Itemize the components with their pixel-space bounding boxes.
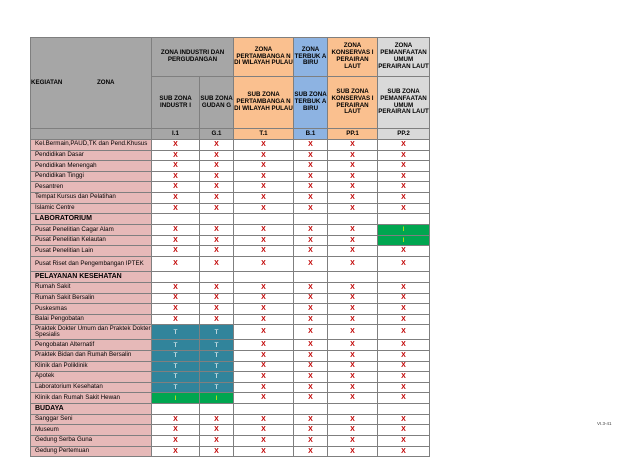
permission-cell: X xyxy=(328,293,378,304)
permission-cell: T xyxy=(200,350,234,361)
activity-label: Praktek Bidan dan Rumah Bersalin xyxy=(31,350,152,361)
permission-cell: X xyxy=(234,350,294,361)
section-empty-cell xyxy=(200,403,234,414)
permission-cell: X xyxy=(152,235,200,246)
permission-cell: X xyxy=(294,425,328,436)
permission-cell: X xyxy=(234,203,294,214)
zone-code-pp2: PP.2 xyxy=(378,129,430,140)
subzone-konservasi: SUB ZONA KONSERVAS I PERAIRAN LAUT xyxy=(328,77,378,129)
permission-cell: X xyxy=(234,425,294,436)
permission-cell: X xyxy=(378,325,430,340)
permission-cell: X xyxy=(152,304,200,315)
activity-label: Pusat Penelitian Kelautan xyxy=(31,235,152,246)
permission-cell: X xyxy=(200,171,234,182)
permission-cell: X xyxy=(378,340,430,351)
permission-cell: X xyxy=(328,425,378,436)
permission-cell: X xyxy=(328,225,378,236)
table-row xyxy=(31,192,441,203)
permission-cell: X xyxy=(294,171,328,182)
section-empty-cell xyxy=(234,271,294,282)
header-zona: ZONA xyxy=(97,78,115,86)
subzone-pertambangan: SUB ZONA PERTAMBANGA N DI WILAYAH PULAU xyxy=(234,77,294,129)
permission-cell: X xyxy=(200,161,234,172)
page-number: VI.3-41 xyxy=(597,421,612,426)
permission-cell: X xyxy=(328,171,378,182)
header-kegiatan: KEGIATAN xyxy=(31,78,63,86)
permission-cell: X xyxy=(294,282,328,293)
permission-cell: X xyxy=(234,372,294,383)
zone-name-industri: ZONA INDUSTRI DAN PERGUDANGAN xyxy=(152,38,234,77)
permission-cell: X xyxy=(294,325,328,340)
activity-label: Pusat Riset dan Pengembangan IPTEK xyxy=(31,256,152,271)
permission-cell: X xyxy=(328,304,378,315)
section-empty-cell xyxy=(328,403,378,414)
table-row xyxy=(31,350,441,361)
permission-cell: T xyxy=(152,382,200,393)
section-empty-cell xyxy=(328,271,378,282)
permission-cell: X xyxy=(152,282,200,293)
permission-cell: X xyxy=(152,425,200,436)
permission-cell: X xyxy=(294,192,328,203)
table-row xyxy=(31,282,441,293)
permission-cell: X xyxy=(378,361,430,372)
section-empty-cell xyxy=(152,214,200,225)
subzone-terbuka-biru: SUB ZONA TERBUK A BIRU xyxy=(294,77,328,129)
permission-cell: X xyxy=(328,192,378,203)
permission-cell: X xyxy=(234,282,294,293)
permission-cell: X xyxy=(378,192,430,203)
permission-cell: X xyxy=(328,235,378,246)
permission-cell: X xyxy=(200,192,234,203)
zoning-table xyxy=(30,37,441,457)
table-row xyxy=(31,235,441,246)
activity-label: Pendidikan Dasar xyxy=(31,150,152,161)
permission-cell: T xyxy=(152,340,200,351)
section-empty-cell xyxy=(294,214,328,225)
permission-cell: X xyxy=(378,436,430,447)
table-row xyxy=(31,140,441,151)
zone-code-t1: T.1 xyxy=(234,129,294,140)
table-row xyxy=(31,314,441,325)
permission-cell: X xyxy=(328,256,378,271)
permission-cell: T xyxy=(200,382,234,393)
permission-cell: X xyxy=(200,446,234,457)
permission-cell: X xyxy=(200,182,234,193)
activity-label: Rumah Sakit Bersalin xyxy=(31,293,152,304)
table-row xyxy=(31,446,441,457)
section-title: LABORATORIUM xyxy=(31,214,152,225)
table-row xyxy=(31,372,441,383)
permission-cell: X xyxy=(152,171,200,182)
permission-cell: X xyxy=(152,446,200,457)
activity-label: Balai Pengobatan xyxy=(31,314,152,325)
table-row xyxy=(31,325,441,340)
permission-cell: X xyxy=(294,340,328,351)
permission-cell: X xyxy=(328,161,378,172)
section-empty-cell xyxy=(234,214,294,225)
permission-cell: X xyxy=(200,414,234,425)
zone-name-konservasi: ZONA KONSERVAS I PERAIRAN LAUT xyxy=(328,38,378,77)
zone-code-b1: B.1 xyxy=(294,129,328,140)
permission-cell: X xyxy=(234,235,294,246)
permission-cell: X xyxy=(200,203,234,214)
permission-cell: X xyxy=(200,140,234,151)
table-row xyxy=(31,361,441,372)
permission-cell: X xyxy=(234,340,294,351)
permission-cell: X xyxy=(378,350,430,361)
table-row xyxy=(31,340,441,351)
table-row xyxy=(31,425,441,436)
permission-cell: X xyxy=(152,150,200,161)
activity-label: Pendidikan Menengah xyxy=(31,161,152,172)
permission-cell: X xyxy=(152,140,200,151)
table-row xyxy=(31,382,441,393)
activity-label: Islamic Centre xyxy=(31,203,152,214)
permission-cell: X xyxy=(378,382,430,393)
permission-cell: X xyxy=(328,314,378,325)
permission-cell: X xyxy=(294,150,328,161)
permission-cell: X xyxy=(152,314,200,325)
section-empty-cell xyxy=(378,403,430,414)
table-row xyxy=(31,171,441,182)
permission-cell: X xyxy=(200,150,234,161)
subzone-pemanfaatan: SUB ZONA PEMANFAATAN UMUM PERAIRAN LAUT xyxy=(378,77,430,129)
permission-cell: X xyxy=(328,325,378,340)
permission-cell: X xyxy=(328,203,378,214)
permission-cell: X xyxy=(378,314,430,325)
permission-cell: X xyxy=(294,436,328,447)
permission-cell: X xyxy=(200,256,234,271)
permission-cell: X xyxy=(152,161,200,172)
permission-cell: X xyxy=(378,203,430,214)
permission-cell: X xyxy=(200,436,234,447)
section-empty-cell xyxy=(378,214,430,225)
table-row xyxy=(31,256,441,271)
permission-cell: T xyxy=(200,340,234,351)
activity-label: Praktek Dokter Umum dan Praktek Dokter Spesialis xyxy=(31,325,152,340)
permission-cell: X xyxy=(328,182,378,193)
activity-label: Apotek xyxy=(31,372,152,383)
section-empty-cell xyxy=(294,271,328,282)
permission-cell: X xyxy=(152,414,200,425)
code-row-blank xyxy=(31,129,152,140)
permission-cell: X xyxy=(328,372,378,383)
permission-cell: X xyxy=(378,140,430,151)
permission-cell: X xyxy=(152,203,200,214)
permission-cell: T xyxy=(200,372,234,383)
permission-cell: X xyxy=(234,304,294,315)
permission-cell: X xyxy=(152,182,200,193)
subzone-gudang: SUB ZONA GUDAN G xyxy=(200,77,234,129)
permission-cell: X xyxy=(234,225,294,236)
permission-cell: X xyxy=(328,282,378,293)
permission-cell: X xyxy=(152,436,200,447)
permission-cell: X xyxy=(378,446,430,457)
permission-cell: X xyxy=(200,282,234,293)
permission-cell: X xyxy=(328,361,378,372)
permission-cell: X xyxy=(294,446,328,457)
permission-cell: X xyxy=(234,382,294,393)
section-empty-cell xyxy=(152,403,200,414)
permission-cell: I xyxy=(378,235,430,246)
permission-cell: X xyxy=(378,150,430,161)
permission-cell: X xyxy=(378,372,430,383)
table-row xyxy=(31,293,441,304)
permission-cell: X xyxy=(200,425,234,436)
permission-cell: X xyxy=(328,340,378,351)
permission-cell: X xyxy=(200,235,234,246)
zone-name-terbuka-biru: ZONA TERBUK A BIRU xyxy=(294,38,328,77)
permission-cell: X xyxy=(328,140,378,151)
activity-label: Klinik dan Poliklinik xyxy=(31,361,152,372)
permission-cell: I xyxy=(152,393,200,404)
permission-cell: X xyxy=(328,414,378,425)
activity-label: Pesantren xyxy=(31,182,152,193)
permission-cell: X xyxy=(294,304,328,315)
permission-cell: X xyxy=(234,140,294,151)
permission-cell: X xyxy=(328,446,378,457)
permission-cell: X xyxy=(294,350,328,361)
permission-cell: X xyxy=(234,361,294,372)
activity-label: Sanggar Seni xyxy=(31,414,152,425)
zone-name-pertambangan: ZONA PERTAMBANGA N DI WILAYAH PULAU xyxy=(234,38,294,77)
activity-label: Pusat Penelitian Lain xyxy=(31,246,152,257)
table-row xyxy=(31,182,441,193)
permission-cell: X xyxy=(294,393,328,404)
permission-cell: X xyxy=(328,436,378,447)
permission-cell: X xyxy=(378,304,430,315)
permission-cell: X xyxy=(328,382,378,393)
permission-cell: X xyxy=(378,182,430,193)
activity-label: Pengobatan Alternatif xyxy=(31,340,152,351)
permission-cell: X xyxy=(294,203,328,214)
permission-cell: X xyxy=(294,314,328,325)
permission-cell: X xyxy=(294,182,328,193)
permission-cell: I xyxy=(378,225,430,236)
permission-cell: X xyxy=(294,140,328,151)
permission-cell: X xyxy=(328,393,378,404)
zone-name-pemanfaatan: ZONA PEMANFAATAN UMUM PERAIRAN LAUT xyxy=(378,38,430,77)
permission-cell: X xyxy=(234,171,294,182)
permission-cell: X xyxy=(234,414,294,425)
activity-label: Tempat Kursus dan Pelatihan xyxy=(31,192,152,203)
permission-cell: X xyxy=(378,161,430,172)
permission-cell: X xyxy=(294,225,328,236)
table-row xyxy=(31,203,441,214)
section-empty-cell xyxy=(200,271,234,282)
permission-cell: X xyxy=(200,225,234,236)
permission-cell: X xyxy=(234,314,294,325)
permission-cell: X xyxy=(200,246,234,257)
permission-cell: X xyxy=(294,414,328,425)
table-row xyxy=(31,150,441,161)
permission-cell: X xyxy=(234,436,294,447)
permission-cell: X xyxy=(378,293,430,304)
permission-cell: X xyxy=(152,256,200,271)
permission-cell: X xyxy=(294,161,328,172)
activity-label: Kel.Bermain,PAUD,TK dan Pend.Khusus xyxy=(31,140,152,151)
permission-cell: X xyxy=(234,446,294,457)
section-title: PELAYANAN KESEHATAN xyxy=(31,271,152,282)
permission-cell: X xyxy=(378,393,430,404)
permission-cell: X xyxy=(152,192,200,203)
permission-cell: X xyxy=(378,256,430,271)
activity-label: Gedung Serba Guna xyxy=(31,436,152,447)
section-empty-cell xyxy=(152,271,200,282)
section-row xyxy=(31,403,441,414)
permission-cell: X xyxy=(378,282,430,293)
header-kegiatan-zona xyxy=(31,38,152,129)
activity-label: Rumah Sakit xyxy=(31,282,152,293)
section-title: BUDAYA xyxy=(31,403,152,414)
permission-cell: X xyxy=(294,235,328,246)
permission-cell: X xyxy=(152,293,200,304)
activity-label: Pendidikan Tinggi xyxy=(31,171,152,182)
section-empty-cell xyxy=(294,403,328,414)
section-empty-cell xyxy=(378,271,430,282)
permission-cell: X xyxy=(200,314,234,325)
table-row xyxy=(31,225,441,236)
section-row xyxy=(31,271,441,282)
permission-cell: X xyxy=(234,182,294,193)
permission-cell: X xyxy=(378,246,430,257)
permission-cell: T xyxy=(200,325,234,340)
permission-cell: X xyxy=(234,150,294,161)
permission-cell: X xyxy=(152,225,200,236)
permission-cell: T xyxy=(152,361,200,372)
permission-cell: X xyxy=(200,304,234,315)
permission-cell: X xyxy=(294,382,328,393)
permission-cell: I xyxy=(200,393,234,404)
permission-cell: X xyxy=(378,425,430,436)
permission-cell: X xyxy=(328,246,378,257)
permission-cell: X xyxy=(200,293,234,304)
activity-label: Laboratorium Kesehatan xyxy=(31,382,152,393)
zone-code-i1: I.1 xyxy=(152,129,200,140)
table-row xyxy=(31,304,441,315)
table-row xyxy=(31,436,441,447)
activity-label: Puskesmas xyxy=(31,304,152,315)
permission-cell: X xyxy=(234,256,294,271)
section-row xyxy=(31,214,441,225)
table-row xyxy=(31,161,441,172)
table-row xyxy=(31,246,441,257)
table-row xyxy=(31,414,441,425)
permission-cell: X xyxy=(234,161,294,172)
activity-label: Museum xyxy=(31,425,152,436)
permission-cell: X xyxy=(294,246,328,257)
activity-label: Gedung Pertemuan xyxy=(31,446,152,457)
activity-label: Pusat Penelitian Cagar Alam xyxy=(31,225,152,236)
section-empty-cell xyxy=(328,214,378,225)
section-empty-cell xyxy=(234,403,294,414)
permission-cell: X xyxy=(294,256,328,271)
permission-cell: X xyxy=(328,350,378,361)
subzone-industri: SUB ZONA INDUSTR I xyxy=(152,77,200,129)
permission-cell: X xyxy=(294,372,328,383)
permission-cell: T xyxy=(152,325,200,340)
permission-cell: X xyxy=(234,246,294,257)
section-empty-cell xyxy=(200,214,234,225)
permission-cell: X xyxy=(234,393,294,404)
activity-label: Klinik dan Rumah Sakit Hewan xyxy=(31,393,152,404)
permission-cell: X xyxy=(378,171,430,182)
zone-code-pp1: PP.1 xyxy=(328,129,378,140)
permission-cell: X xyxy=(328,150,378,161)
permission-cell: X xyxy=(294,361,328,372)
permission-cell: X xyxy=(234,293,294,304)
permission-cell: T xyxy=(152,372,200,383)
permission-cell: X xyxy=(294,293,328,304)
permission-cell: X xyxy=(234,192,294,203)
permission-cell: X xyxy=(234,325,294,340)
permission-cell: T xyxy=(152,350,200,361)
table-row xyxy=(31,393,441,404)
permission-cell: T xyxy=(200,361,234,372)
permission-cell: X xyxy=(378,414,430,425)
zone-code-g1: G.1 xyxy=(200,129,234,140)
permission-cell: X xyxy=(152,246,200,257)
